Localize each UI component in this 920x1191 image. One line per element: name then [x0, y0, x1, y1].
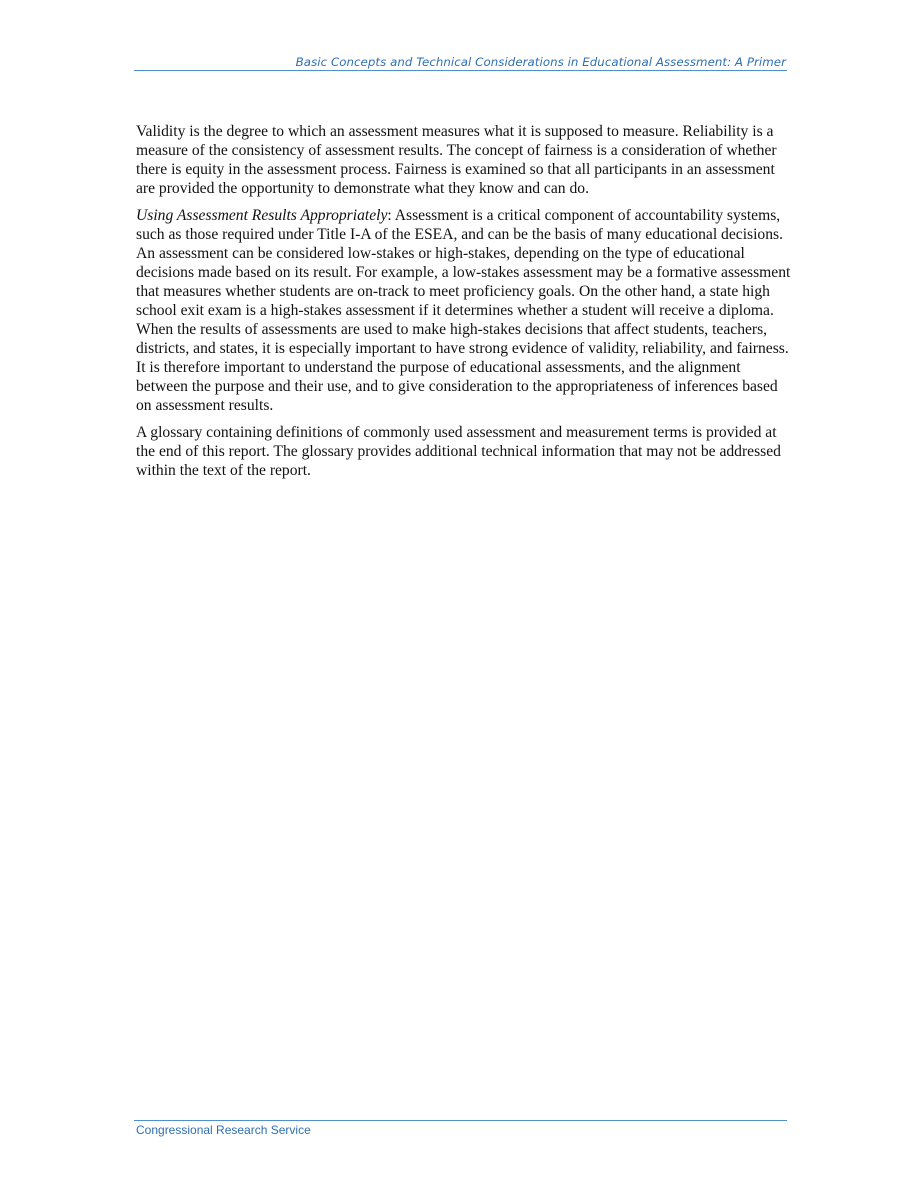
- paragraph-validity: Validity is the degree to which an assessment measures what it is supposed to measure. Reliability is a measure of the consistency of assessment results. The concept of fairness is a consideration of whether there is equity in the assessment process. Fairness is examined so that all participants in an assessment are provided the opportunity to demonstrate what they know and can do.: [136, 123, 777, 197]
- paragraph-heading-colon: :: [387, 207, 392, 224]
- paragraph-using-results-text: Assessment is a critical component of accountability systems, such as those required under Title I-A of the ESEA, and can be the basis of many educational decisions. An assessment can be considered low-stakes or high-stakes, depending on the type of educational decisions made based on its result. For example, a low-stakes assessment may be a formative assessment that measures whether students are on-track to meet proficiency goals. On the other hand, a state high school exit exam is a high-stakes assessment if it determines whether a student will receive a diploma. When the results of assessments are used to make high-stakes decisions that affect students, teachers, districts, and states, it is especially important to have strong evidence of validity, reliability, and fairness. It is therefore important to understand the purpose of educational assessments, and the alignment between the purpose and their use, and to give consideration to the appropriateness of inferences based on assessment results.: [136, 207, 791, 414]
- header-title: Basic Concepts and Technical Considerations in Educational Assessment: A Primer: [295, 55, 786, 69]
- running-header: [134, 54, 787, 71]
- paragraph-using-results: [136, 206, 792, 415]
- document-body: [136, 122, 792, 488]
- paragraph-glossary: A glossary containing definitions of commonly used assessment and measurement terms is provided at the end of this report. The glossary provides additional technical information that may not be addressed within the text of the report.: [136, 424, 781, 479]
- footer-publisher: Congressional Research Service: [136, 1123, 311, 1137]
- running-footer: [134, 1120, 787, 1137]
- paragraph-heading-using-results: Using Assessment Results Appropriately: [136, 207, 388, 224]
